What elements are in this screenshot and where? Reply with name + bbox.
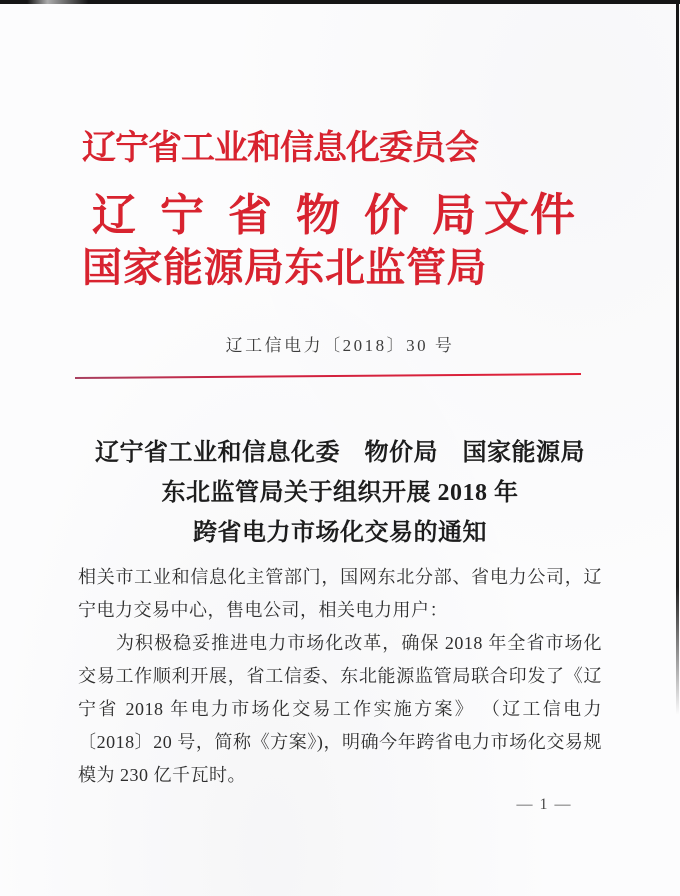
title-line-1: 辽宁省工业和信息化委 物价局 国家能源局 (95, 440, 585, 466)
scan-edge-right (676, 0, 679, 715)
title-line-2: 东北监管局关于组织开展 2018 年 (161, 480, 519, 506)
page-number: — 1 — (516, 796, 572, 813)
body-line: 〔2018〕20 号，简称《方案》)，明确今年跨省电力市场化交易规 (78, 732, 602, 752)
red-divider-rule (75, 373, 581, 379)
body-line: 模为 230 亿千瓦时。 (78, 765, 246, 785)
body-line: 宁省 2018 年电力市场化交易工作实施方案》 （辽工信电力 (78, 699, 602, 719)
body-line: 相关市工业和信息化主管部门，国网东北分部、省电力公司，辽 (78, 567, 602, 587)
body-line: 为积极稳妥推进电力市场化改革，确保 2018 年全省市场化 (78, 633, 602, 653)
letterhead-agency-line-1: 辽宁省工业和信息化委员会 (82, 130, 478, 167)
document-number: 辽工信电力〔2018〕30 号 (225, 336, 455, 355)
letterhead-agency-line-2 (92, 178, 576, 243)
letterhead-agency-line-3: 国家能源局东北监管局 (82, 245, 487, 290)
letterhead-document-word: 文件 (484, 189, 577, 240)
letterhead-agency-name-spaced: 辽宁省物价局 (92, 191, 500, 240)
body-line: 宁电力交易中心，售电公司，相关电力用户： (78, 600, 448, 620)
scan-edge-top (0, 0, 680, 4)
document-title (0, 433, 680, 553)
document-body (78, 561, 602, 792)
body-line: 交易工作顺利开展，省工信委、东北能源监管局联合印发了《辽 (78, 666, 602, 686)
title-line-3: 跨省电力市场化交易的通知 (193, 520, 487, 546)
